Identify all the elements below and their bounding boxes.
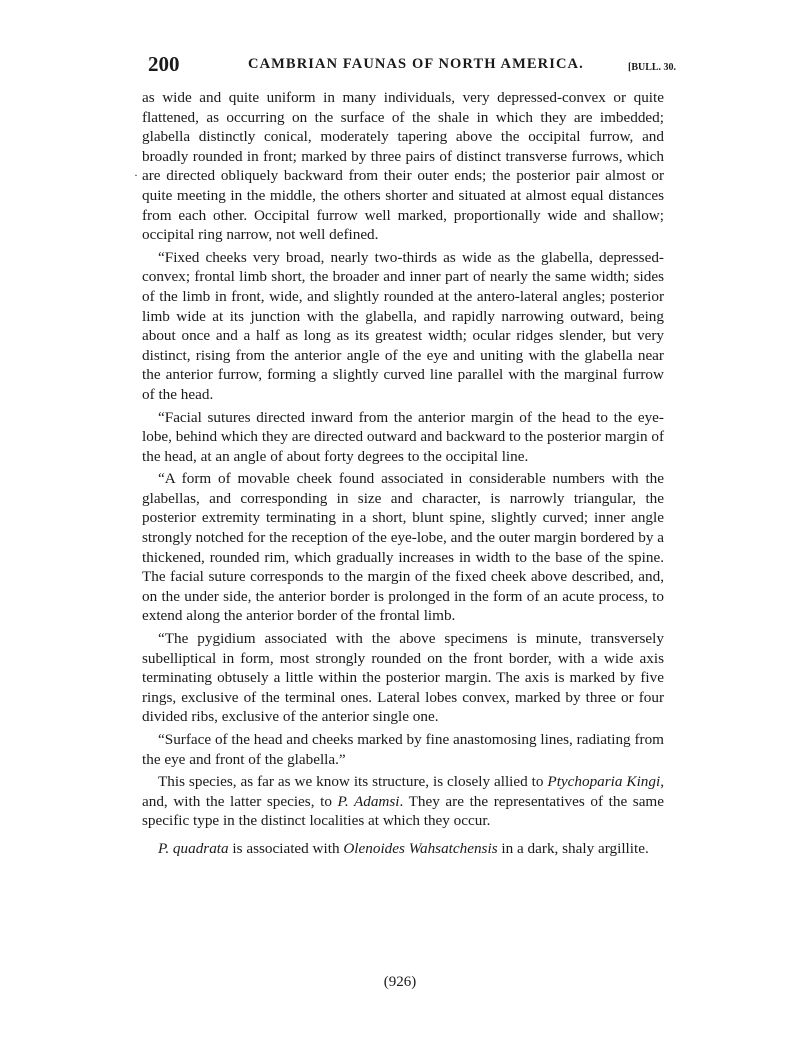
text-run: “Surface of the head and cheeks marked by fine anastomosing lines, radiating from the eye and front of the glabella.” [142,731,664,768]
page-number: 200 [148,52,180,76]
folio-number: (926) [383,974,417,990]
text-run: “Fixed cheeks very broad, nearly two-thirds as wide as the glabella, depressed-convex; frontal limb short, the broader and inner part of nearly the same width; sides of the limb in front, wide, and slightly rounded at the antero-lateral angles; posterior limb wide at its junction with the glabella, and rapidly narrowing outward, being about once and a half as long as its greatest width; ocular ridges slender, but very distinct, rising from the anterior angle of the eye and uniting with the glabella near the anterior furrow, forming a slightly curved line parallel with the marginal furrow of the head. [142,248,664,403]
italic-text: P. Adamsi [337,792,400,810]
italic-text: Ptychoparia Kingi [547,773,661,791]
text-run: is associated with [228,839,344,857]
page-header [148,52,688,82]
margin-mark: · [134,168,138,182]
paragraph [142,839,664,859]
text-run: . They are the representatives of the same specific type in the distinct localities at which they occur. [142,792,664,830]
text-run: in a dark, shaly argillite. [497,839,649,857]
paragraph [142,88,664,245]
running-title: CAMBRIAN FAUNAS OF NORTH AMERICA. [248,56,584,72]
bulletin-reference: [BULL. 30. [628,62,677,73]
paragraph [142,248,664,405]
paragraph [142,408,664,467]
text-run: , and, with the latter species, to [142,773,664,810]
paragraph [142,629,664,727]
paragraph [142,469,664,626]
text-run: “A form of movable cheek found associated in considerable numbers with the glabellas, and corresponding in size and character, is narrowly triangular, the posterior extremity terminating in a short, blunt spine, slightly curved; inner angle strongly notched for the reception of the eye-lobe, and the outer margin bordered by a thickened, rounded rim, which gradually increases in width to the base of the spine. The facial suture corresponds to the margin of the fixed cheek above described, and, on the under side, the anterior border is prolonged in the form of an acute process, to extend along the anterior border of the frontal limb. [142,470,664,625]
paragraph [142,730,664,769]
text-run: as wide and quite uniform in many individuals, very depressed-convex or quite flattened, as occurring on the surface of the shale in which they are imbedded; glabella distinctly conical, moderately tapering above the occipital furrow, and broadly rounded in front; marked by three pairs of distinct transverse furrows, which are directed obliquely backward from their outer ends; the posterior pair almost or quite meeting in the middle, the others shorter and situated at almost equal distances from each other. Occipital furrow well marked, proportionally wide and shallow; occipital ring narrow, not well defined. [142,89,664,244]
text-run: “The pygidium associated with the above specimens is minute, transversely subelliptical in form, most strongly rounded on the front border, with a wide axis terminating obtusely a little within the posterior margin. The axis is marked by five rings, exclusive of the terminal ones. Lateral lobes convex, marked by three or four divided ribs, exclusive of the anterior single one. [142,630,664,726]
text-run: “Facial sutures directed inward from the anterior margin of the head to the eye-lobe, behind which they are directed outward and backward to the posterior margin of the head, at an angle of about forty degrees to the occipital line. [142,408,664,465]
italic-text: P. quadrata [158,839,229,857]
italic-text: Olenoides Wahsatchensis [343,839,498,857]
paragraph [142,772,664,831]
body-text [142,88,664,859]
text-run: This species, as far as we know its structure, is closely allied to [158,773,548,791]
